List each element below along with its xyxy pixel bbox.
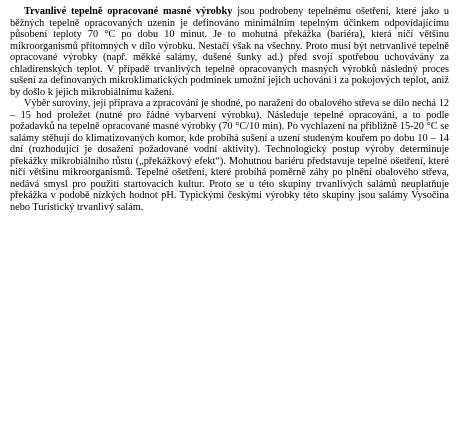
paragraph-1-text: jsou podrobeny tepelnému ošetření, které jako u běžných tepelně opracovaných uzenin je definováno minimálním tepelným účinkem odpovídajícímu působení teploty 70 °C po dobu 10 minut. Je to mohutná překážka (bariéra), která ničí většinu mikroorganismů přítomných v dílo výrobku. Nestačí však na všechny. Proto musí být netrvanlivé tepelně opracované výrobky (např. měkké salámy, dušené šunky ad.) před svojí spotřebou uchovávány za chladírenských teplot. V případě trvanlivých tepelně opracovaných masných výrobků následný proces sušení za definovaných mikroklimatických podmínek umožní jejich uchování i za pokojových teplot, aniž by došlo k jejich mikrobiálnímu kažení. [10, 6, 450, 98]
paragraph-2: Výběr suroviny, její příprava a zpracování je shodné, po naražení do obalového střeva se dílo nechá 12 – 15 hod proležet (nutné pro řádné vybarvení výrobku). Následuje tepelné opracování, a to podle požadavků na tepelně opracované masné výrobky (70 °C/10 min). Po vychlazení na přibližně 15-20 °C se salámy stěhují do klimatizovaných komor, kde probíhá sušení a uzení studeným kouřem po dobu 10 – 14 dní (rozhodující je dosažení požadované vodní aktivity). Technologický postup výroby determinuje překážky mikrobiálního růstu („překážkový efekt“). Mohutnou bariéru představuje tepelné ošetření, které ničí většinu mikroorganismů. Tepelné ošetření, které probíhá poměrně záhy po plnění obalového střeva, nedává smysl pro použití startovacích kultur. Proto se u této skupiny trvanlivých salámů neuplatňuje překážka v podobě nízkých hodnot pH. Typickými českými výrobky této skupiny jsou salámy Vysočina nebo Turistický trvanlivý salám. [10, 98, 449, 213]
paragraph-1 [10, 6, 449, 98]
paragraph-1-lead-bold: Trvanlivé tepelně opracované masné výrobky [24, 6, 233, 17]
document-body [10, 6, 449, 213]
